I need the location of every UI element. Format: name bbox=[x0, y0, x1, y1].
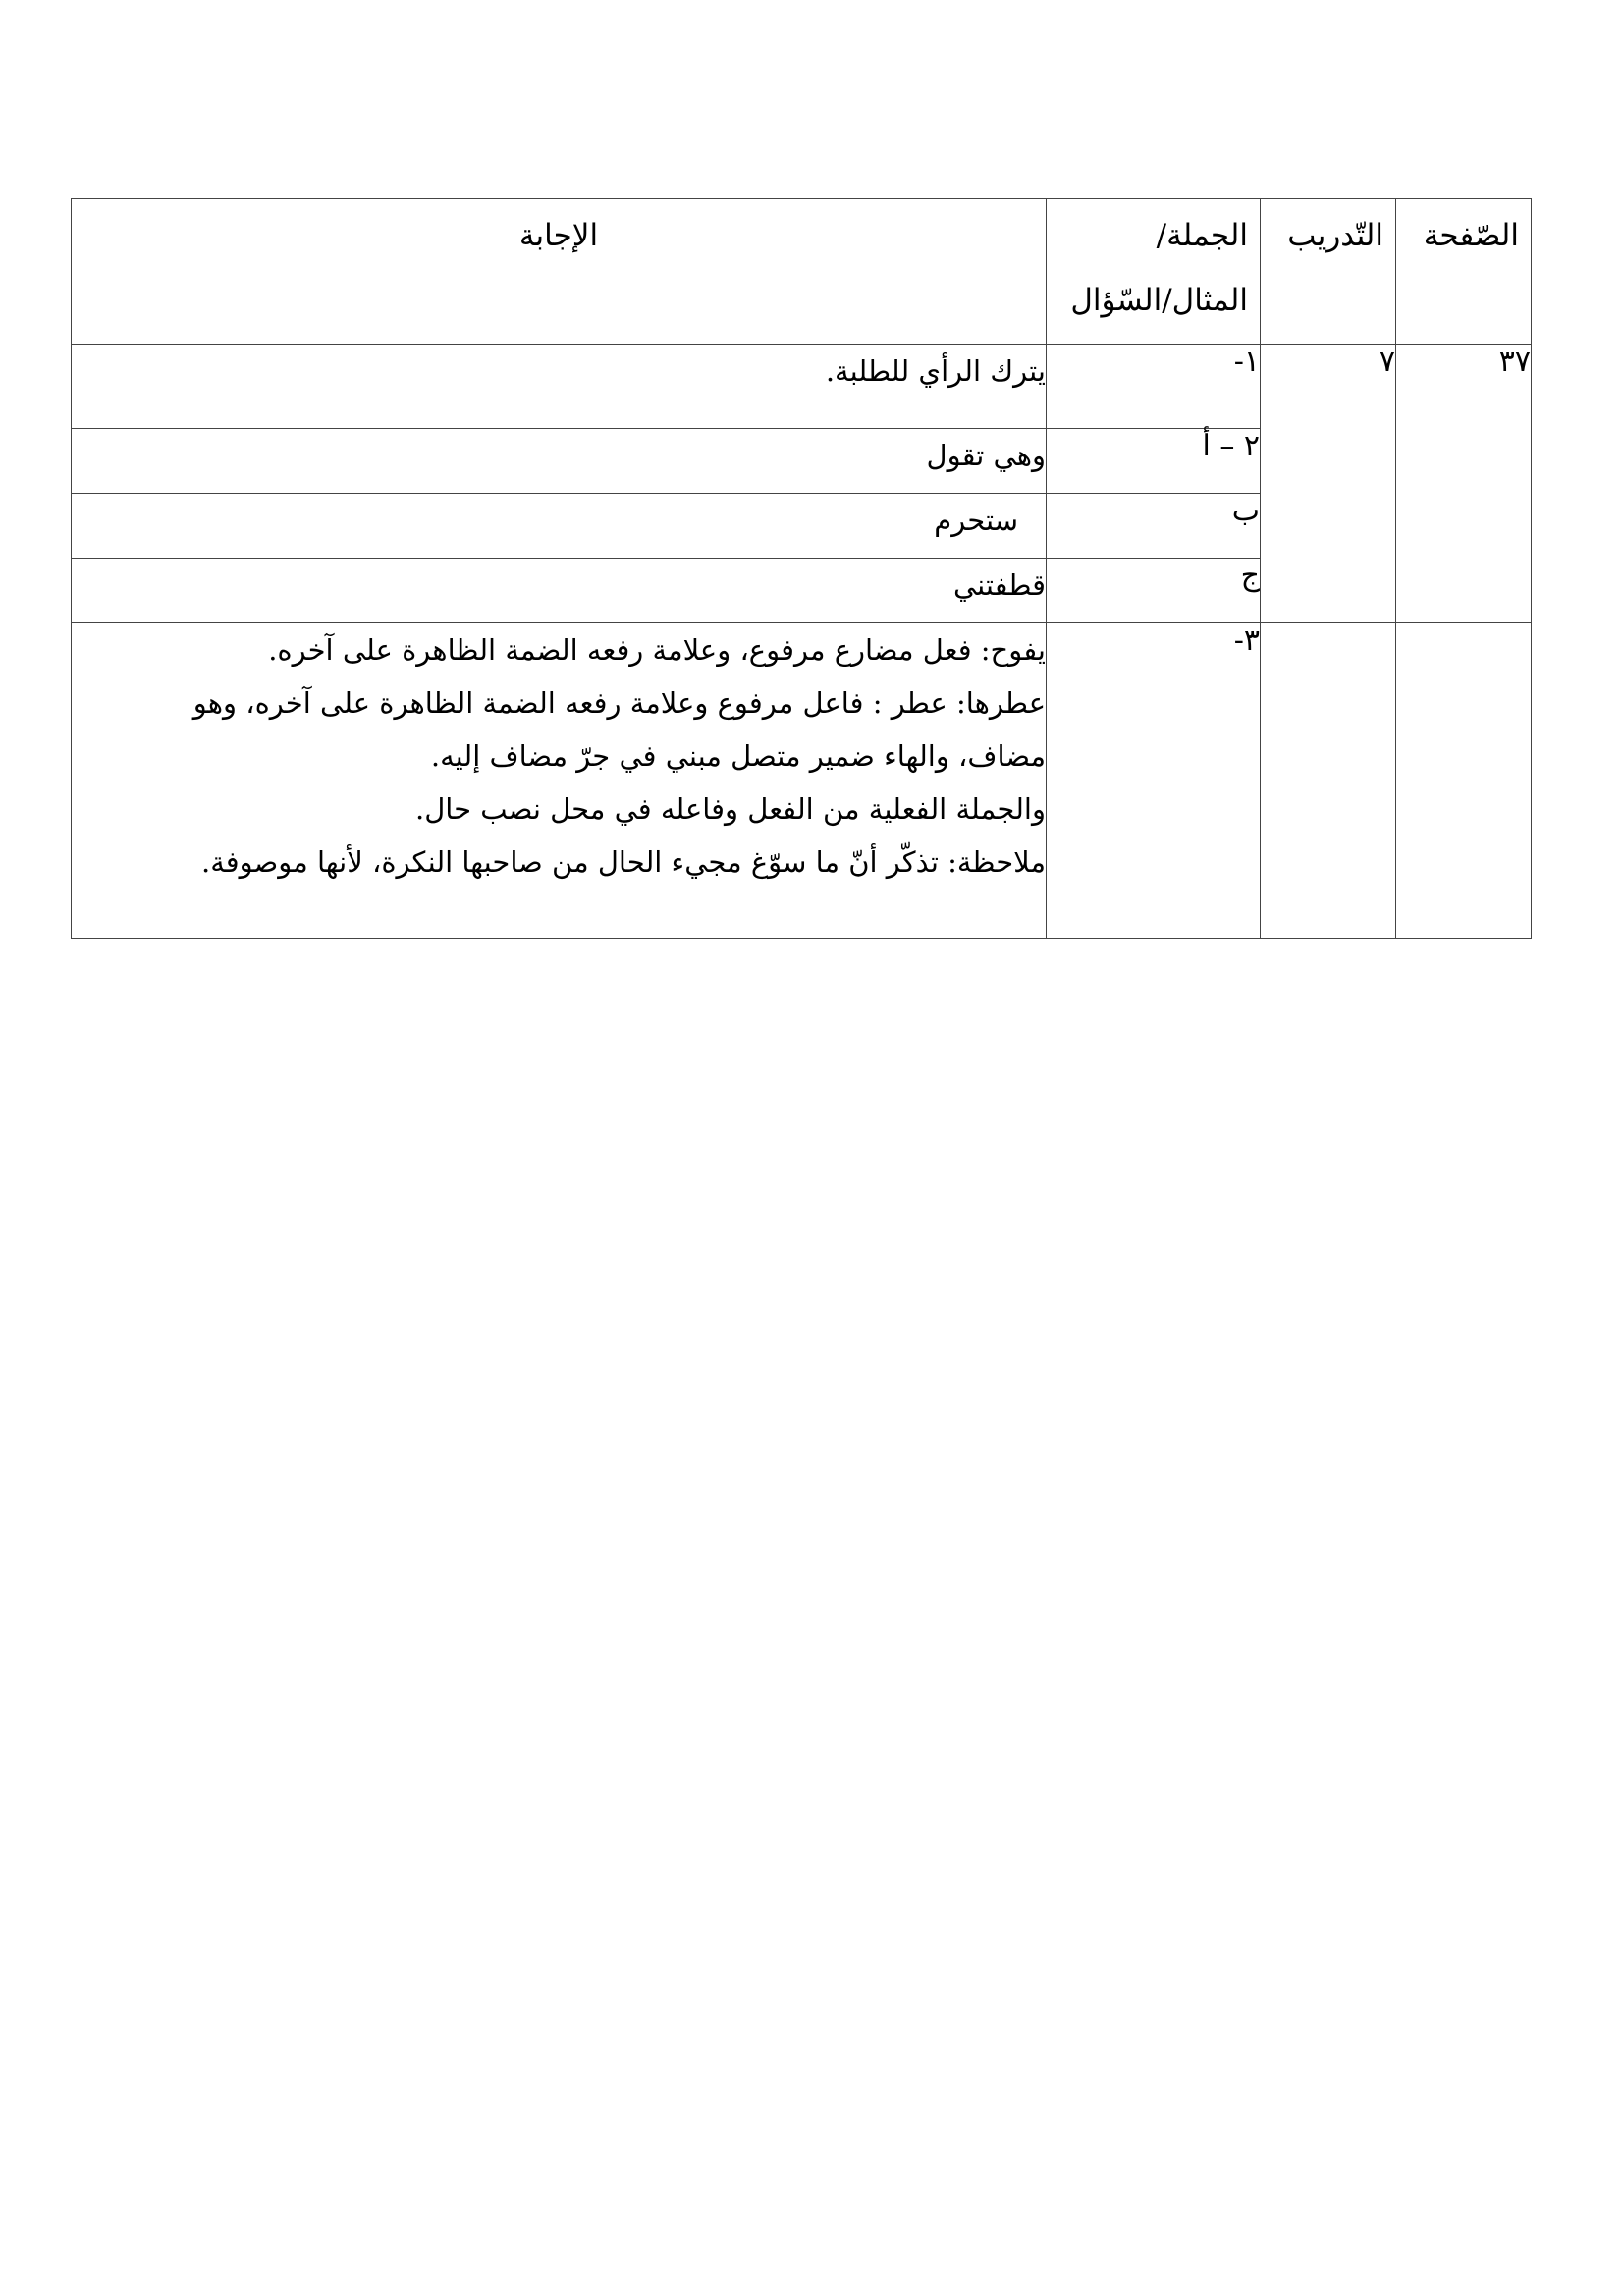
header-question-line-1: الجملة/ bbox=[1156, 218, 1248, 253]
answer-line: عطرها: عطر : فاعل مرفوع وعلامة رفعه الضمة الظاهرة على آخره، وهو bbox=[192, 686, 1046, 720]
table-row bbox=[72, 345, 1532, 429]
header-page: الصّفحة bbox=[1396, 199, 1532, 345]
question-cell: ٣- bbox=[1047, 623, 1261, 939]
answer-line: والجملة الفعلية من الفعل وفاعله في محل نصب حال. bbox=[414, 792, 1046, 826]
header-answer: الإجابة bbox=[72, 199, 1047, 345]
answer-cell: وهي تقول bbox=[72, 429, 1047, 494]
answers-table bbox=[71, 198, 1532, 939]
table-row bbox=[72, 623, 1532, 939]
answer-line: يفوح: فعل مضارع مرفوع، وعلامة رفعه الضمة الظاهرة على آخره. bbox=[268, 633, 1046, 667]
page-number-cell-empty bbox=[1396, 623, 1532, 939]
exercise-number-cell-empty bbox=[1261, 623, 1396, 939]
answer-cell: قطفتني bbox=[72, 559, 1047, 623]
header-exercise: التّدريب bbox=[1261, 199, 1396, 345]
answer-line: مضاف، والهاء ضمير متصل مبني في جرّ مضاف إليه. bbox=[430, 739, 1046, 773]
answer-cell: يترك الرأي للطلبة. bbox=[72, 345, 1047, 429]
answer-cell bbox=[72, 623, 1047, 939]
header-row bbox=[72, 199, 1532, 345]
question-cell: ج bbox=[1047, 559, 1261, 623]
question-cell: ب bbox=[1047, 494, 1261, 559]
question-cell: ١- bbox=[1047, 345, 1261, 429]
question-cell: ٢ – أ bbox=[1047, 429, 1261, 494]
answer-text: ستحرم bbox=[934, 504, 1018, 537]
page-number-cell: ٣٧ bbox=[1396, 345, 1532, 623]
header-question bbox=[1047, 199, 1261, 345]
exercise-number-cell: ٧ bbox=[1261, 345, 1396, 623]
answer-cell bbox=[72, 494, 1047, 559]
answer-line: ملاحظة: تذكّر أنّ ما سوّغ مجيء الحال من صاحبها النكرة، لأنها موصوفة. bbox=[201, 845, 1046, 879]
header-question-line-2: المثال/السّؤال bbox=[1070, 283, 1248, 318]
